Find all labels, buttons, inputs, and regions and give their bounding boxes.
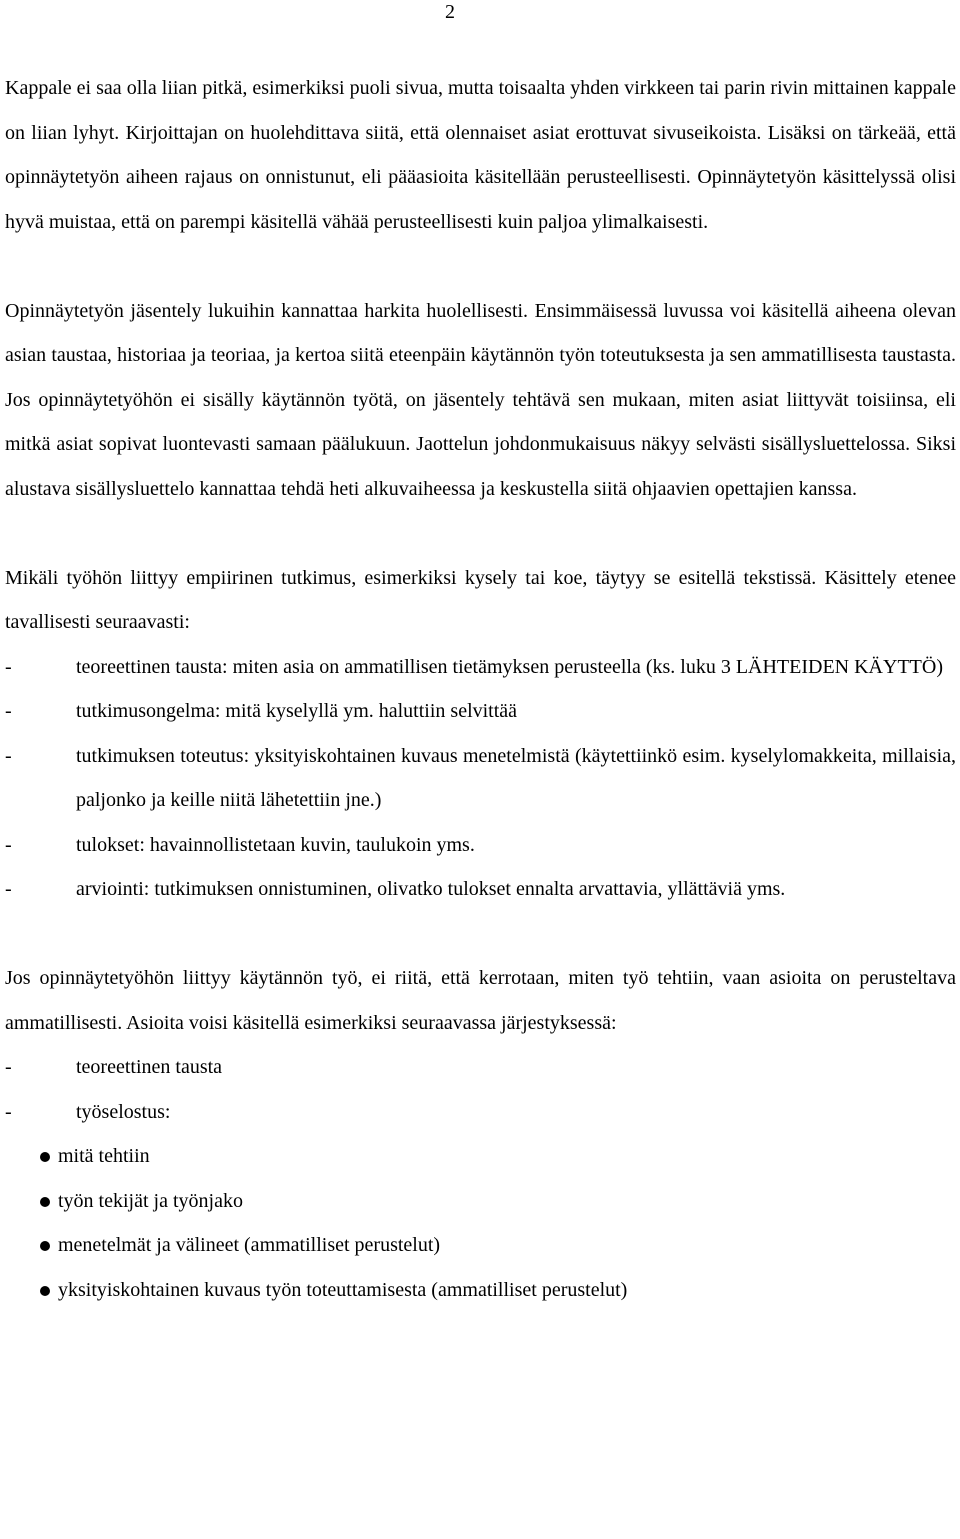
bullet-icon (40, 1152, 50, 1162)
list-item (5, 823, 956, 868)
list-item-text: työn tekijät ja työnjako (58, 1189, 243, 1212)
dash-marker: - (5, 1056, 12, 1078)
list-item-text: tutkimuksen toteutus: yksityiskohtainen kuvaus menetelmistä (käytettiinkö esim. kyselylomakkeita, millaisia, paljonko ja keille niitä lähetettiin jne.) (76, 744, 956, 811)
list-item (5, 1179, 956, 1224)
list-item-text: arviointi: tutkimuksen onnistuminen, olivatko tulokset ennalta arvattavia, yllättäviä yms. (76, 878, 786, 900)
list-item (5, 1045, 956, 1090)
paragraph-empirical-study: Mikäli työhön liittyy empiirinen tutkimus, esimerkiksi kysely tai koe, täytyy se esitellä tekstissä. Käsittely etenee tavallisesti seuraavasti: (5, 566, 956, 633)
list-item-text: työselostus: (76, 1100, 171, 1123)
list-item (5, 1090, 956, 1135)
paragraph-chapter-structure: Opinnäytetyön jäsentely lukuihin kannattaa harkita huolellisesti. Ensimmäisessä luvussa voi käsitellä aiheena olevan asian taustaa, historiaa ja teoriaa, ja kertoa siitä eteenpäin käytännön työn toteutuksesta ja sen ammatillisesta taustasta. Jos opinnäytetyöhön ei sisälly käytännön työtä, on jäsentely tehtävä sen mukaan, miten asiat liittyvät toisiinsa, eli mitkä asiat sopivat luontevasti samaan päälukuun. Jaottelun johdonmukaisuus näkyy selvästi sisällysluettelossa. Siksi alustava sisällysluettelo kannattaa tehdä heti alkuvaiheessa ja keskustella siitä ohjaavien opettajien kanssa. (5, 299, 956, 500)
list-item (5, 1223, 956, 1268)
list-item-text: teoreettinen tausta: miten asia on ammatillisen tietämyksen perusteella (ks. luku 3 LÄHTEIDEN KÄYTTÖ) (76, 655, 943, 678)
list-item (5, 645, 956, 690)
dash-marker: - (5, 700, 12, 722)
paragraph-practical-work: Jos opinnäytetyöhön liittyy käytännön työ, ei riitä, että kerrotaan, miten työ tehtiin, vaan asioita on perusteltava ammatillisesti. Asioita voisi käsitellä esimerkiksi seuraavassa järjestyksessä: (5, 967, 956, 1034)
list-item-text: tutkimusongelma: mitä kyselyllä ym. haluttiin selvittää (76, 700, 518, 722)
list-item (5, 734, 956, 823)
bullet-icon (40, 1286, 50, 1296)
dash-marker: - (5, 655, 12, 678)
list-item (5, 1134, 956, 1179)
practical-work-list (5, 1045, 956, 1134)
work-report-bullet-list (5, 1134, 956, 1312)
list-item-text: mitä tehtiin (58, 1145, 150, 1167)
bullet-icon (40, 1241, 50, 1251)
list-item-text: menetelmät ja välineet (ammatilliset perustelut) (58, 1234, 441, 1256)
dash-marker: - (5, 833, 12, 856)
empirical-study-list (5, 645, 956, 912)
paragraph-paragraph-length: Kappale ei saa olla liian pitkä, esimerkiksi puoli sivua, mutta toisaalta yhden virkkeen tai parin rivin mittainen kappale on liian lyhyt. Kirjoittajan on huolehdittava siitä, että olennaiset asiat erottuvat sivuseikoista. Lisäksi on tärkeää, että opinnäytetyön aiheen rajaus on onnistunut, eli pääasioita käsitellään perusteellisesti. Opinnäytetyön käsittelyssä olisi hyvä muistaa, että on parempi käsitellä vähää perusteellisesti kuin paljoa ylimalkaisesti. (5, 77, 956, 233)
document-body (5, 66, 956, 1312)
list-item (5, 1268, 956, 1313)
dash-marker: - (5, 744, 12, 767)
list-item-text: teoreettinen tausta (76, 1056, 223, 1078)
list-item (5, 867, 956, 912)
page-number: 2 (445, 1, 455, 23)
list-item (5, 689, 956, 734)
list-item-text: tulokset: havainnollistetaan kuvin, taulukoin yms. (76, 833, 475, 856)
dash-marker: - (5, 878, 12, 900)
dash-marker: - (5, 1100, 12, 1123)
bullet-icon (40, 1197, 50, 1207)
list-item-text: yksityiskohtainen kuvaus työn toteuttamisesta (ammatilliset perustelut) (58, 1278, 628, 1301)
